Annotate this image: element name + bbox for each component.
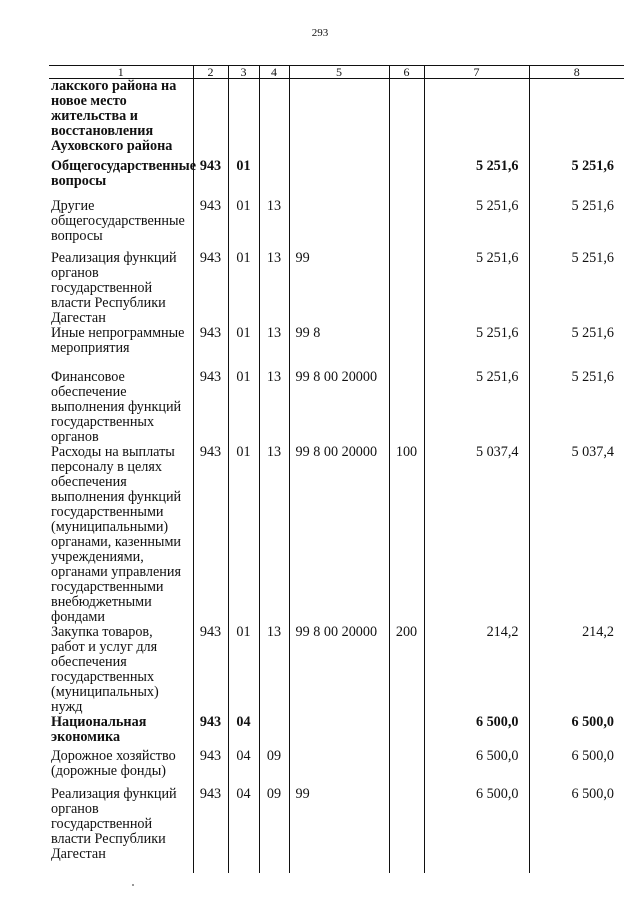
table-row (49, 159, 624, 199)
cell-target-article (289, 159, 389, 199)
cell-description: Дорожное хозяйство (дорожные фонды) (49, 749, 193, 787)
table-row (49, 79, 624, 160)
cell-section: 01 (228, 445, 259, 625)
cell-expense-type (389, 199, 424, 251)
cell-subsection (259, 79, 289, 160)
cell-amount-year1: 6 500,0 (424, 749, 529, 787)
cell-section: 01 (228, 199, 259, 251)
cell-amount-year2: 6 500,0 (529, 749, 624, 787)
cell-amount-year2: 5 251,6 (529, 199, 624, 251)
cell-amount-year2: 5 251,6 (529, 251, 624, 326)
table-row (49, 251, 624, 326)
cell-subsection: 13 (259, 625, 289, 715)
cell-target-article: 99 8 00 20000 (289, 370, 389, 445)
cell-description: Закупка товаров, работ и услуг для обеспечения государственных (муниципальных) нужд (49, 625, 193, 715)
cell-subsection: 13 (259, 251, 289, 326)
table-row (49, 370, 624, 445)
cell-section: 04 (228, 715, 259, 749)
cell-ministry-code: 943 (193, 445, 228, 625)
cell-section (228, 79, 259, 160)
cell-description: лакского района на новое место жительства и восстановления Ауховского района (49, 79, 193, 160)
cell-expense-type (389, 79, 424, 160)
table-row (49, 445, 624, 625)
cell-target-article: 99 (289, 787, 389, 873)
cell-amount-year2: 214,2 (529, 625, 624, 715)
cell-target-article: 99 8 00 20000 (289, 625, 389, 715)
cell-expense-type: 200 (389, 625, 424, 715)
cell-expense-type (389, 715, 424, 749)
cell-subsection: 09 (259, 787, 289, 873)
cell-subsection (259, 159, 289, 199)
cell-ministry-code: 943 (193, 159, 228, 199)
cell-ministry-code: 943 (193, 199, 228, 251)
column-header: 2 (193, 66, 228, 79)
cell-subsection: 13 (259, 199, 289, 251)
column-header: 1 (49, 66, 193, 79)
cell-section: 01 (228, 625, 259, 715)
cell-description: Реализация функций органов государственной власти Республики Дагестан (49, 251, 193, 326)
cell-target-article: 99 8 00 20000 (289, 445, 389, 625)
table-row (49, 199, 624, 251)
cell-ministry-code (193, 79, 228, 160)
cell-expense-type: 100 (389, 445, 424, 625)
cell-expense-type (389, 251, 424, 326)
table-row (49, 625, 624, 715)
cell-section: 01 (228, 326, 259, 370)
column-header: 3 (228, 66, 259, 79)
cell-description: Другие общегосударственные вопросы (49, 199, 193, 251)
cell-amount-year1: 5 037,4 (424, 445, 529, 625)
cell-ministry-code: 943 (193, 749, 228, 787)
cell-amount-year2: 6 500,0 (529, 715, 624, 749)
cell-target-article (289, 199, 389, 251)
cell-expense-type (389, 370, 424, 445)
cell-section: 04 (228, 787, 259, 873)
cell-ministry-code: 943 (193, 715, 228, 749)
cell-amount-year1: 5 251,6 (424, 199, 529, 251)
cell-description: Национальная экономика (49, 715, 193, 749)
table-row (49, 715, 624, 749)
cell-amount-year2: 5 251,6 (529, 326, 624, 370)
cell-amount-year1: 5 251,6 (424, 159, 529, 199)
cell-amount-year2: 5 251,6 (529, 159, 624, 199)
table-body (49, 79, 624, 874)
cell-amount-year1: 6 500,0 (424, 715, 529, 749)
cell-amount-year1: 5 251,6 (424, 251, 529, 326)
page-number: 293 (311, 27, 329, 39)
cell-description: Расходы на выплаты персоналу в целях обеспечения выполнения функций государственными (муниципальными) органами, казенными учреждениями, органами управления государственными внебюджетными фондами (49, 445, 193, 625)
cell-amount-year1: 5 251,6 (424, 326, 529, 370)
cell-amount-year2 (529, 79, 624, 160)
scan-speck (132, 884, 134, 886)
column-header: 5 (289, 66, 389, 79)
column-header: 8 (529, 66, 624, 79)
cell-amount-year2: 5 251,6 (529, 370, 624, 445)
cell-section: 01 (228, 370, 259, 445)
cell-amount-year2: 5 037,4 (529, 445, 624, 625)
cell-amount-year2: 6 500,0 (529, 787, 624, 873)
cell-amount-year1: 6 500,0 (424, 787, 529, 873)
column-header: 6 (389, 66, 424, 79)
cell-ministry-code: 943 (193, 326, 228, 370)
cell-description: Реализация функций органов государственной власти Республики Дагестан (49, 787, 193, 873)
cell-subsection: 13 (259, 326, 289, 370)
cell-ministry-code: 943 (193, 787, 228, 873)
cell-section: 01 (228, 159, 259, 199)
cell-subsection: 13 (259, 445, 289, 625)
cell-ministry-code: 943 (193, 625, 228, 715)
table-row (49, 326, 624, 370)
column-header: 4 (259, 66, 289, 79)
cell-expense-type (389, 749, 424, 787)
cell-target-article: 99 (289, 251, 389, 326)
table-row (49, 787, 624, 873)
cell-target-article (289, 749, 389, 787)
cell-expense-type (389, 787, 424, 873)
header-row (49, 66, 624, 79)
cell-description: Иные непрограммные мероприятия (49, 326, 193, 370)
cell-ministry-code: 943 (193, 370, 228, 445)
cell-amount-year1 (424, 79, 529, 160)
cell-target-article: 99 8 (289, 326, 389, 370)
cell-subsection: 09 (259, 749, 289, 787)
cell-expense-type (389, 159, 424, 199)
cell-subsection (259, 715, 289, 749)
table-row (49, 749, 624, 787)
cell-expense-type (389, 326, 424, 370)
cell-description: Общегосударственные вопросы (49, 159, 193, 199)
cell-amount-year1: 214,2 (424, 625, 529, 715)
budget-table (49, 65, 624, 873)
cell-description: Финансовое обеспечение выполнения функций государственных органов (49, 370, 193, 445)
cell-section: 04 (228, 749, 259, 787)
cell-ministry-code: 943 (193, 251, 228, 326)
cell-subsection: 13 (259, 370, 289, 445)
cell-amount-year1: 5 251,6 (424, 370, 529, 445)
cell-target-article (289, 715, 389, 749)
cell-section: 01 (228, 251, 259, 326)
cell-target-article (289, 79, 389, 160)
column-header: 7 (424, 66, 529, 79)
